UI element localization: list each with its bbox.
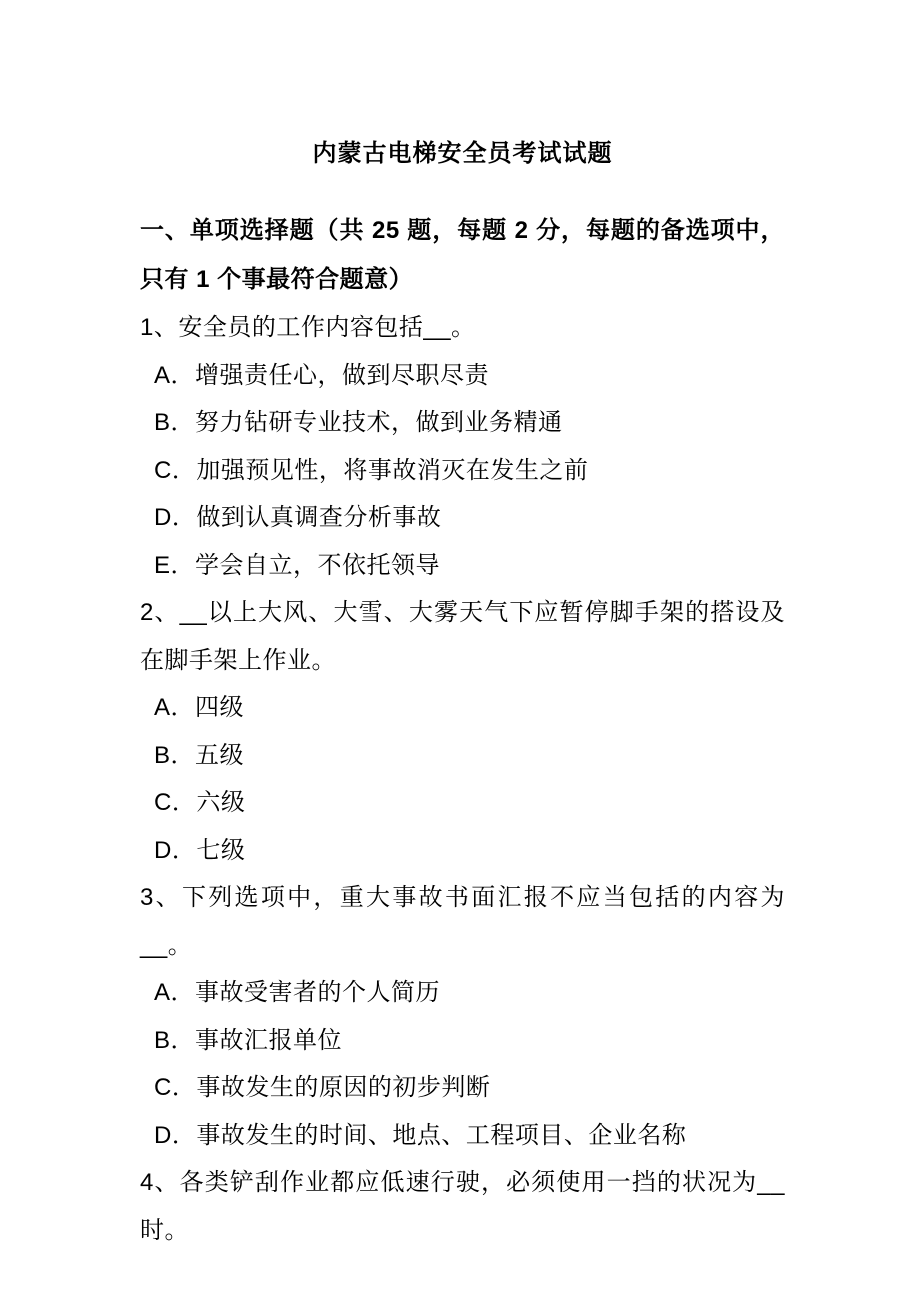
question-3-option-b: B．事故汇报单位 xyxy=(154,1026,343,1054)
question-4 xyxy=(140,1159,785,1254)
question-4-text: 4、各类铲刮作业都应低速行驶，必须使用一挡的状况为__时。 xyxy=(140,1169,785,1244)
question-2 xyxy=(140,589,785,874)
question-2-text: 2、__以上大风、大雪、大雾天气下应暂停脚手架的搭设及在脚手架上作业。 xyxy=(140,599,785,674)
question-2-option-d: D．七级 xyxy=(154,836,246,864)
question-1-text: 1、安全员的工作内容包括__。 xyxy=(140,314,476,341)
question-1 xyxy=(140,304,785,589)
question-1-option-b: B．努力钻研专业技术，做到业务精通 xyxy=(154,409,563,436)
question-3-option-a: A．事故受害者的个人简历 xyxy=(154,979,441,1006)
question-1-option-d: D．做到认真调查分析事故 xyxy=(154,504,442,531)
question-1-option-c: C．加强预见性，将事故消灭在发生之前 xyxy=(154,456,589,484)
question-2-option-a: A．四级 xyxy=(154,694,245,721)
question-3-option-c: C．事故发生的原因的初步判断 xyxy=(154,1074,491,1101)
question-2-option-c: C．六级 xyxy=(154,789,246,816)
question-1-option-e: E．学会自立，不依托领导 xyxy=(154,551,441,579)
section-heading: 一、单项选择题（共 25 题，每题 2 分，每题的备选项中，只有 1 个事最符合题意） xyxy=(140,217,785,293)
question-2-option-b: B．五级 xyxy=(154,741,245,769)
question-3-option-d: D．事故发生的时间、地点、工程项目、企业名称 xyxy=(154,1121,687,1149)
question-1-option-a: A．增强责任心，做到尽职尽责 xyxy=(154,361,490,389)
question-3-text: 3、下列选项中，重大事故书面汇报不应当包括的内容为__。 xyxy=(140,884,785,959)
document-title: 内蒙古电梯安全员考试试题 xyxy=(312,140,613,167)
question-3 xyxy=(140,874,785,1159)
